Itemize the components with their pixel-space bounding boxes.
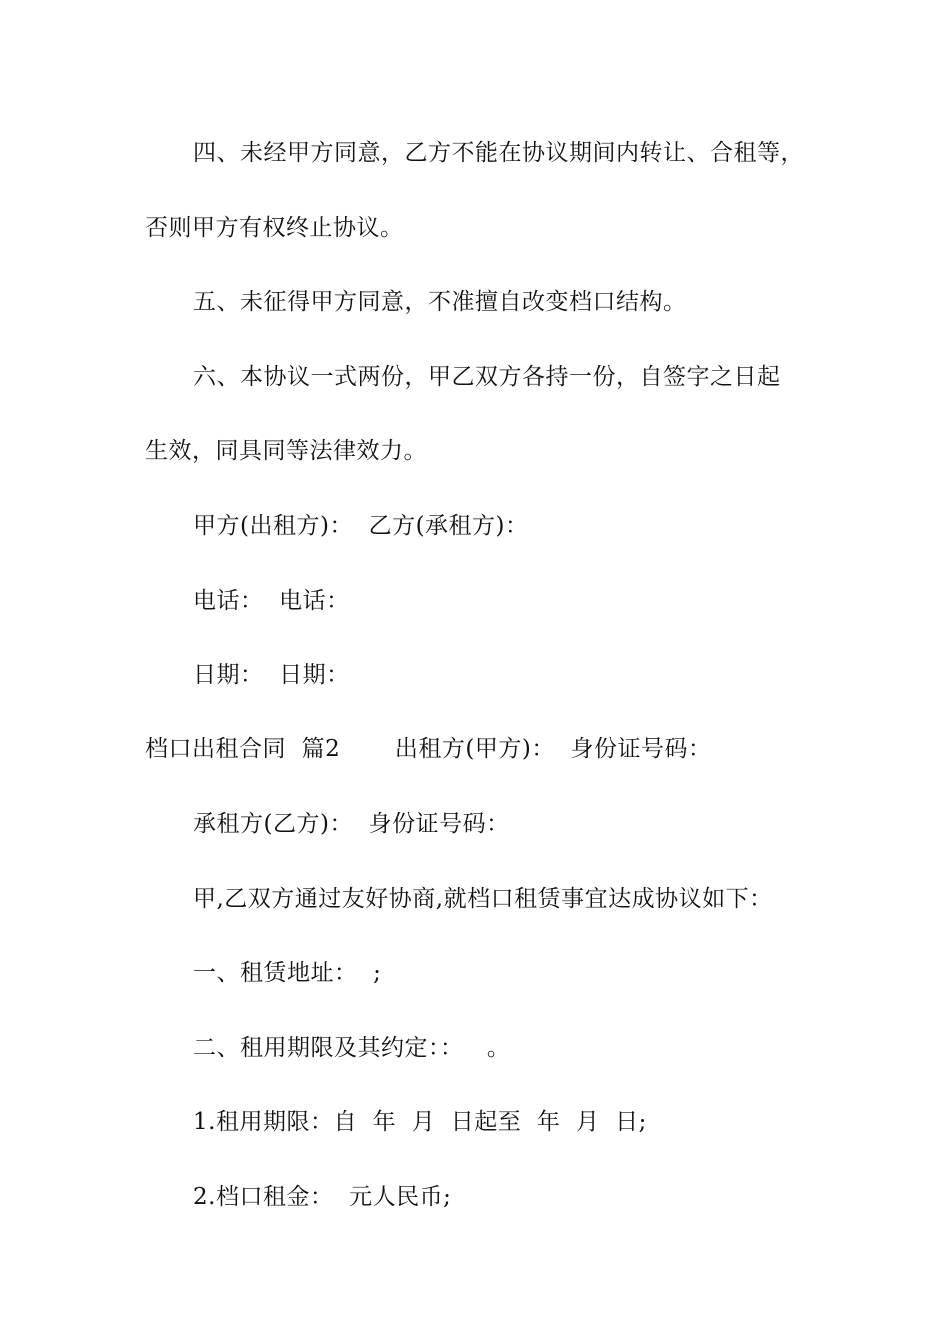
contract-2-heading-lessor: 档口出租合同 篇2 出租方(甲方)： 身份证号码： — [145, 736, 712, 762]
lessee-line: 承租方(乙方)： 身份证号码： — [193, 811, 510, 837]
term-period: 1.租用期限：自 年 月 日起至 年 月 日; — [193, 1109, 647, 1135]
clause-6-line-1: 六、本协议一式两份，甲乙双方各持一份，自签字之日起 — [193, 364, 781, 390]
clause-4-line-1: 四、未经甲方同意，乙方不能在协议期间内转让、合租等， — [193, 140, 804, 166]
clause-1-address: 一、租赁地址： ; — [193, 960, 382, 986]
clause-2-term: 二、租用期限及其约定：： 。 — [193, 1035, 511, 1061]
signature-dates: 日期： 日期： — [193, 662, 350, 688]
agreement-intro: 甲,乙双方通过友好协商,就档口租赁事宜达成协议如下： — [193, 886, 773, 912]
signature-parties: 甲方(出租方)： 乙方(承租方)： — [193, 513, 529, 539]
clause-6-line-2: 生效，同具同等法律效力。 — [145, 438, 427, 464]
rent-amount: 2.档口租金： 元人民币; — [193, 1184, 452, 1210]
clause-5: 五、未征得甲方同意，不准擅自改变档口结构。 — [193, 289, 687, 315]
signature-phones: 电话： 电话： — [193, 588, 350, 614]
clause-4-line-2: 否则甲方有权终止协议。 — [145, 215, 404, 241]
